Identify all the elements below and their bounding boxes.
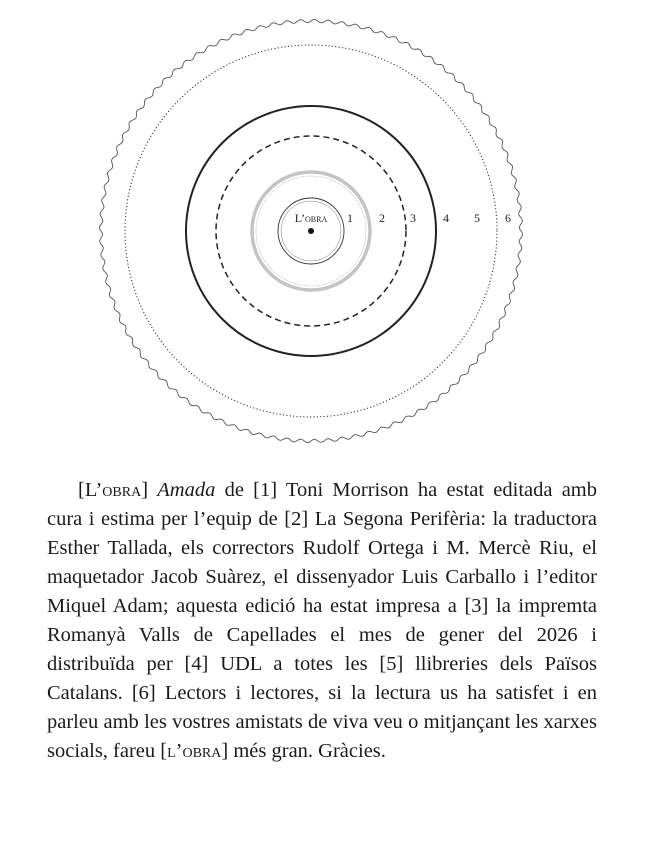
reference-6: [6] <box>131 682 156 704</box>
center-label: L’obra <box>294 211 328 225</box>
tag-close: [l’obra] <box>160 740 229 762</box>
reference-2: [2] <box>284 508 309 530</box>
ring-label-1: 1 <box>347 211 353 225</box>
ring-label-5: 5 <box>474 211 480 225</box>
center-dot <box>308 228 314 234</box>
ring-label-2: 2 <box>379 211 385 225</box>
ring-label-3: 3 <box>410 211 416 225</box>
reference-5: [5] <box>379 653 404 675</box>
colophon-paragraph <box>47 476 597 766</box>
text-run: llibreries dels Països Catalans. <box>47 653 597 704</box>
text-run: Lectors i lectores, si la lectura us ha satisfet i en parleu amb les vostres amistats de viva veu o mitjançant les xarxes socials, fareu <box>47 682 598 762</box>
text-run: UDL a totes les <box>208 653 380 675</box>
text-run: La Segona Perifèria: la traductora Esther Tallada, els correctors Rudolf Ortega i M. Mercè Riu, el maquetador Jacob Suàrez, el dissenyador Luis Carballo i l’editor Miquel Adam; aquesta edició ha estat impresa a <box>47 508 598 617</box>
ring-label-4: 4 <box>443 211 449 225</box>
reference-4: [4] <box>184 653 209 675</box>
text-run: Toni Morrison ha estat editada amb cura i estima per l’equip de <box>47 479 597 530</box>
reference-3: [3] <box>464 595 489 617</box>
ring-label-6: 6 <box>505 211 511 225</box>
colophon-text <box>47 476 597 766</box>
reference-1: [1] <box>253 479 278 501</box>
tag-open: [L’obra] <box>78 479 149 501</box>
text-run: més gran. Gràcies. <box>228 740 386 762</box>
text-run: de <box>215 479 254 501</box>
book-title: Amada <box>157 479 216 501</box>
text-run: la impremta Romanyà Valls de Capellades el mes de gener del 2026 i distribuïda per <box>47 595 597 675</box>
